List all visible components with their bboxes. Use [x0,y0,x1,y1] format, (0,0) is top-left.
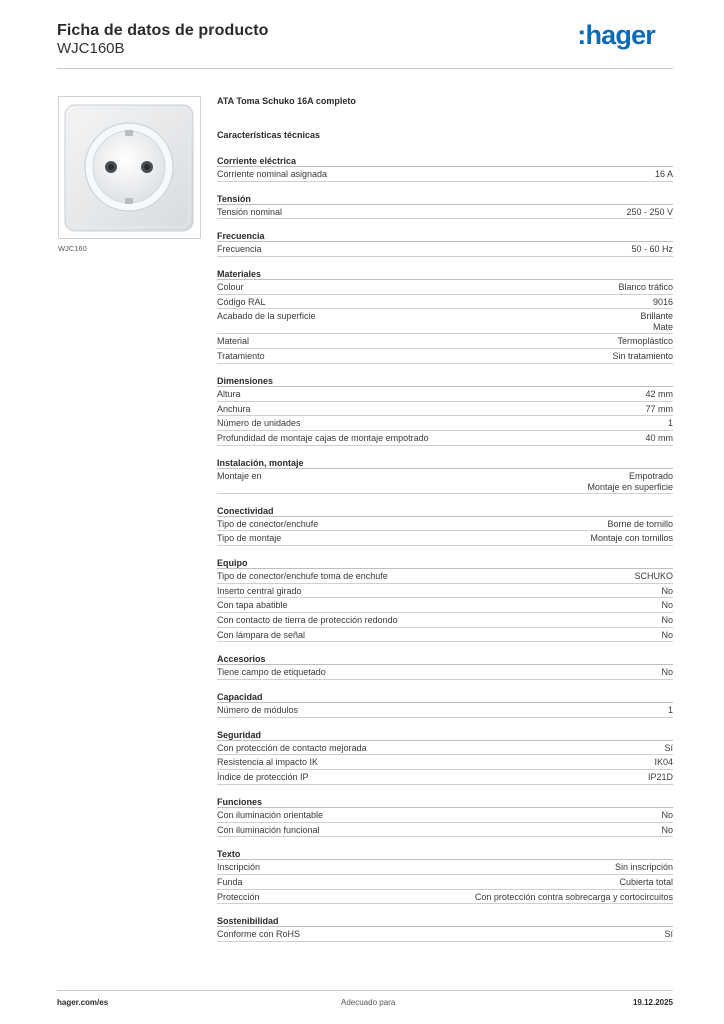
spec-value-line: 42 mm [645,388,673,399]
spec-label: Con iluminación funcional [217,824,320,835]
spec-row [217,665,673,680]
spec-value [618,282,673,293]
product-code: WJC160B [57,40,125,57]
spec-label: Con contacto de tierra de protección redondo [217,615,398,625]
spec-row [217,860,673,875]
spec-value-line: Cubierta total [619,876,673,887]
spec-label: Código RAL [217,296,266,307]
spec-value [645,404,673,415]
spec-row [217,469,673,494]
spec-value [653,297,673,308]
spec-value-line: SCHUKO [634,570,673,581]
section-title: Conectividad [217,505,673,517]
spec-row [217,349,673,364]
spec-section [217,155,673,182]
spec-value-line: No [661,824,673,835]
spec-label: Tratamiento [217,351,265,362]
spec-value [640,311,673,333]
spec-value [587,471,673,493]
spec-row [217,613,673,628]
spec-value [634,571,673,582]
spec-value [475,892,673,903]
spec-section [217,268,673,364]
spec-row [217,531,673,546]
hager-logo: :hager [577,20,655,50]
spec-label: Tipo de conector/enchufe toma de enchufe [217,570,388,581]
spec-value [655,169,673,180]
spec-value [664,929,673,940]
spec-label: Acabado de la superficie [217,311,316,322]
spec-label: Inserto central girado [217,585,302,596]
spec-value-line: Empotrado [628,470,673,481]
section-title: Dimensiones [217,375,673,387]
spec-label: Anchura [217,403,251,414]
spec-label: Número de unidades [217,418,301,429]
spec-value-line: IK04 [654,757,673,768]
spec-label: Montaje en [217,470,262,481]
section-title: Capacidad [217,691,673,703]
spec-value-line: 9016 [652,296,673,307]
image-caption: WJC160 [58,244,87,253]
spec-value-line: 77 mm [645,403,673,414]
section-title: Materiales [217,268,673,280]
spec-row [217,755,673,770]
spec-row [217,416,673,431]
header-divider [57,68,673,69]
spec-value-line: 1 [667,705,673,716]
spec-value-line: Brillante [640,311,673,322]
section-title: Funciones [217,796,673,808]
spec-value-line: No [661,600,673,611]
schuko-socket-icon [59,97,200,238]
spec-row [217,431,673,446]
spec-value-line: Blanco tráfico [618,282,673,293]
spec-value-line: 40 mm [645,432,673,443]
spec-row [217,808,673,823]
spec-label: Tensión nominal [217,206,283,217]
spec-row [217,770,673,785]
spec-value [590,533,673,544]
spec-row [217,823,673,838]
spec-value-line: Montaje en superficie [587,481,673,492]
spec-value [661,600,673,611]
spec-value-line: Con protección contra sobrecarga y cortocircuitos [474,891,673,902]
spec-row [217,569,673,584]
section-title: Tensión [217,193,673,205]
spec-section [217,729,673,785]
spec-value [661,630,673,641]
spec-label: Con lámpara de señal [217,629,306,640]
spec-value [631,244,673,255]
spec-row [217,402,673,417]
spec-value [648,772,673,783]
spec-label: Inscripción [217,862,261,873]
spec-value-line: 1 [667,418,673,429]
footer-date: 19.12.2025 [632,998,673,1007]
spec-value [668,418,673,429]
spec-value-line: IP21D [647,772,673,783]
spec-sections [217,155,673,942]
spec-label: Profundidad de montaje cajas de montaje empotrado [217,432,429,443]
spec-value [654,757,673,768]
spec-value-line: No [661,629,673,640]
section-title: Instalación, montaje [217,457,673,469]
spec-row [217,890,673,905]
spec-row [217,584,673,599]
spec-section [217,848,673,904]
spec-value-line: No [661,809,673,820]
spec-label: Tiene campo de etiquetado [217,667,326,678]
spec-value-line: Sin tratamiento [612,351,673,362]
spec-row [217,280,673,295]
section-title: Equipo [217,557,673,569]
spec-row [217,334,673,349]
spec-row [217,628,673,643]
footer-website: hager.com/es [57,998,109,1007]
spec-label: Resistencia al impacto IK [217,757,319,768]
spec-row [217,387,673,402]
spec-label: Tipo de conector/enchufe [217,518,319,529]
spec-row [217,741,673,756]
spec-value [607,519,673,530]
section-title: Accesorios [217,653,673,665]
product-description: ATA Toma Schuko 16A completo [217,96,356,106]
spec-value [664,743,673,754]
spec-value [617,336,673,347]
spec-value [619,877,673,888]
spec-label: Número de módulos [217,705,299,716]
spec-value [612,351,673,362]
spec-row [217,517,673,532]
spec-section [217,915,673,942]
spec-row [217,598,673,613]
spec-value-line: Mate [652,322,673,333]
spec-label: Altura [217,388,241,399]
spec-value [645,433,673,444]
spec-value-line: Sí [664,929,673,940]
section-title: Corriente eléctrica [217,155,673,167]
spec-value-line: Borne de tornillo [607,518,673,529]
spec-section [217,691,673,718]
spec-section [217,557,673,642]
spec-value-line: Montaje con tornillos [590,533,673,544]
spec-value-line: 16 A [654,169,673,179]
spec-value [668,705,673,716]
spec-label: Tipo de montaje [217,533,282,544]
spec-row [217,875,673,890]
spec-label: Índice de protección IP [217,772,309,783]
spec-value-line: 250 - 250 V [626,206,673,217]
spec-section [217,375,673,446]
footer-center-text: Adecuado para [341,998,396,1007]
section-title: Texto [217,848,673,860]
spec-row [217,703,673,718]
spec-value-line: Sí [664,742,673,753]
footer-divider [57,990,673,991]
spec-section [217,653,673,680]
section-title: Sostenibilidad [217,915,673,927]
spec-label: Material [217,336,250,347]
spec-row [217,205,673,220]
spec-value [645,389,673,400]
section-title: Seguridad [217,729,673,741]
section-title: Frecuencia [217,230,673,242]
page-title: Ficha de datos de producto [57,22,269,39]
spec-label: Frecuencia [217,244,262,255]
spec-value-line: No [661,667,673,678]
product-image [58,96,201,239]
spec-label: Corriente nominal asignada [217,169,328,179]
spec-section [217,193,673,220]
spec-label: Con protección de contacto mejorada [217,742,367,753]
spec-row [217,295,673,310]
spec-value-line: No [661,585,673,596]
spec-value-line: 50 - 60 Hz [631,244,673,255]
spec-label: Colour [217,282,244,293]
spec-value-line: No [661,615,673,625]
spec-row [217,309,673,334]
spec-label: Conforme con RoHS [217,929,301,940]
spec-content [217,96,673,942]
spec-value [661,615,673,626]
spec-section [217,457,673,494]
spec-label: Con iluminación orientable [217,809,324,820]
spec-value [626,207,673,218]
spec-value-line: Termoplástico [617,336,673,347]
spec-label: Con tapa abatible [217,600,288,611]
spec-value [615,862,673,873]
spec-value [661,667,673,678]
spec-section [217,230,673,257]
spec-row [217,242,673,257]
document-header [57,20,673,70]
spec-label: Protección [217,891,260,902]
spec-value [661,810,673,821]
spec-value [661,586,673,597]
tech-characteristics-title: Características técnicas [217,130,321,140]
spec-value-line: Sin inscripción [614,862,673,873]
spec-row [217,927,673,942]
spec-section [217,505,673,546]
spec-label: Funda [217,876,243,887]
spec-row [217,167,673,182]
spec-value [661,825,673,836]
spec-section [217,796,673,837]
